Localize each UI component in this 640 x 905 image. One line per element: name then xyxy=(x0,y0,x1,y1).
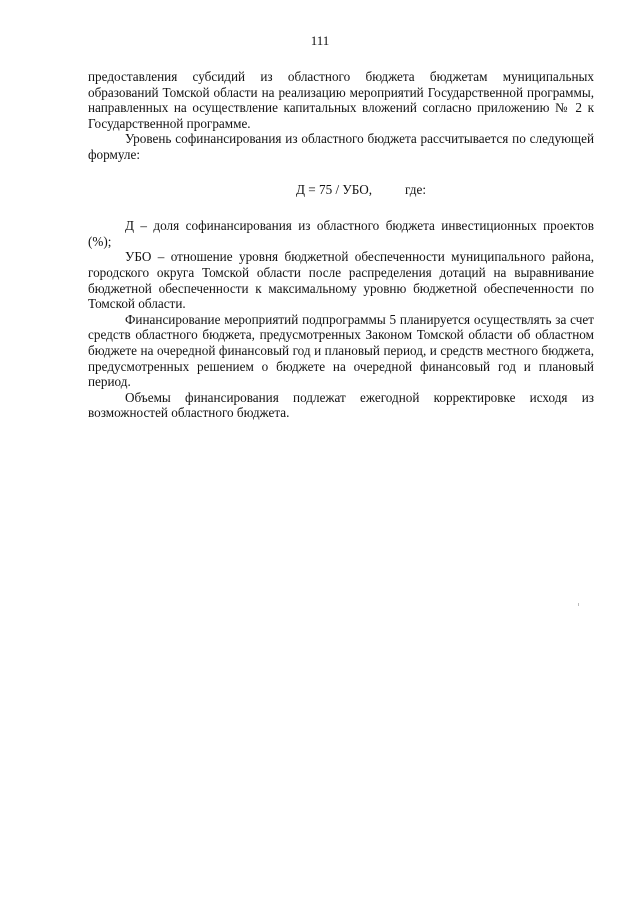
document-body xyxy=(88,69,594,421)
paragraph-definition-d: Д – доля софинансирования из областного бюджета инвестиционных проектов (%); xyxy=(88,218,594,249)
scan-speck xyxy=(578,603,579,606)
paragraph-definition-ubo: УБО – отношение уровня бюджетной обеспеченности муниципального района, городского округа Томской области после распределения дотаций на выравнивание бюджетной обеспеченности к максимальному уровню бюджетной обеспеченности по Томской области. xyxy=(88,249,594,312)
paragraph-cofinancing-level: Уровень софинансирования из областного бюджета рассчитывается по следующей формуле: xyxy=(88,131,594,162)
paragraph-financing-adjustment: Объемы финансирования подлежат ежегодной корректировке исходя из возможностей областного бюджета. xyxy=(88,389,594,421)
formula-suffix: где: xyxy=(405,181,427,197)
formula xyxy=(88,182,594,198)
paragraph-financing-sources: Финансирование мероприятий подпрограммы 5 планируется осуществлять за счет средств областного бюджета, предусмотренных Законом Томской области об областном бюджете на очередной финансовый год и плановый период, и средств местного бюджета, предусмотренных решением о бюджете на очередной финансовый год и плановый период. xyxy=(88,311,594,390)
page-number: 111 xyxy=(310,33,330,48)
paragraph-subsidies: предоставления субсидий из областного бюджета бюджетам муниципальных образований Томской области на реализацию мероприятий Государственной программы, направленных на осуществление капитальных вложений согласно приложению № 2 к Государственной программе. xyxy=(88,69,594,131)
formula-expression: Д = 75 / УБО, xyxy=(295,181,373,197)
